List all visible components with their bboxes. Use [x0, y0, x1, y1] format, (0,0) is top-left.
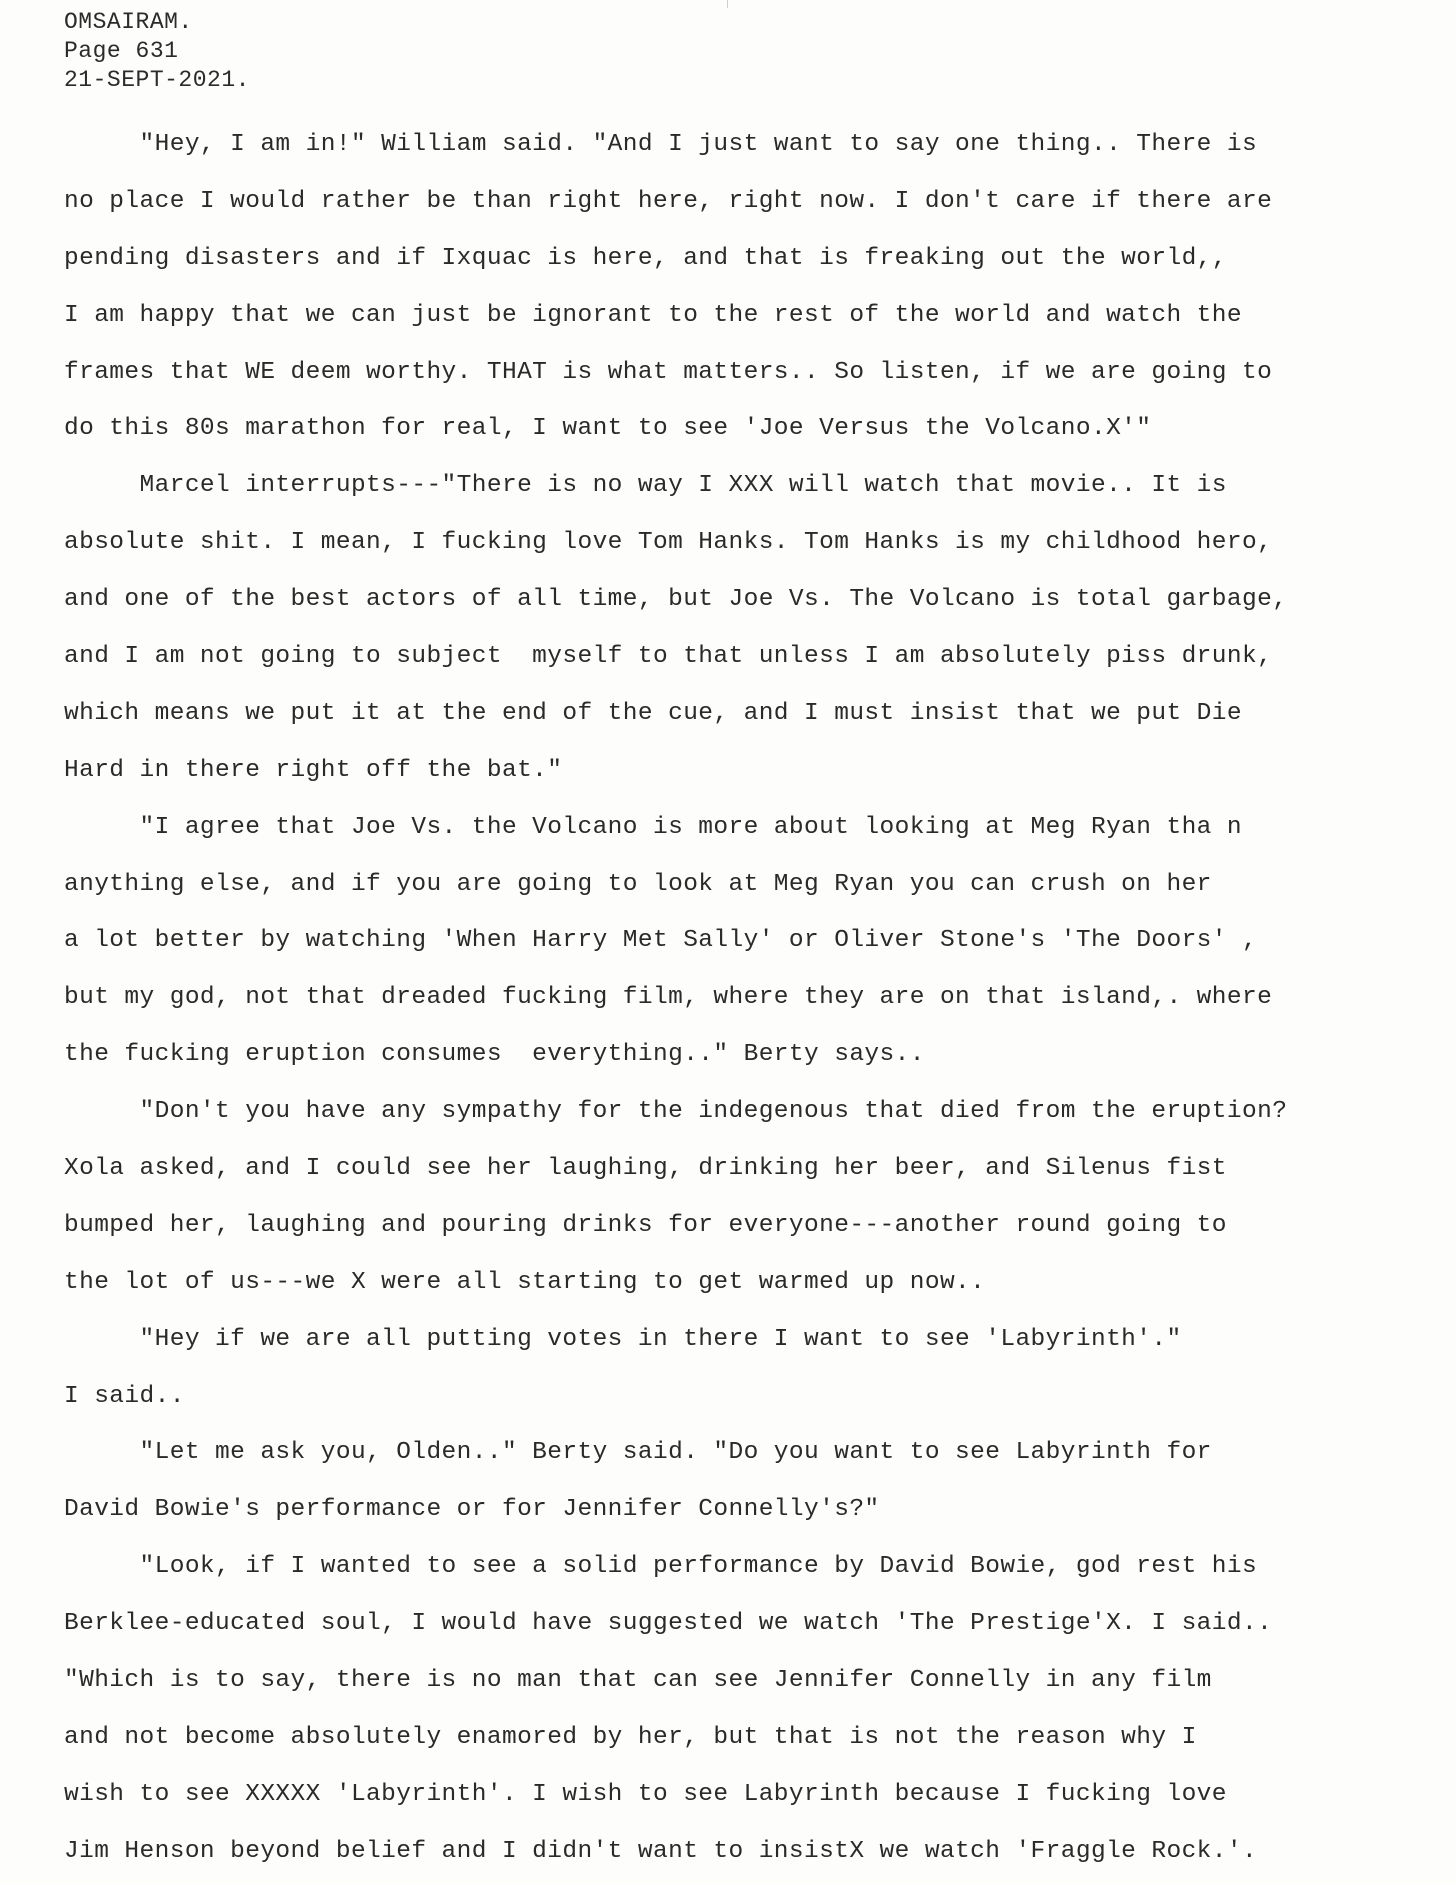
- text-line: "Let me ask you, Olden.." Berty said. "Do you want to see Labyrinth for: [64, 1439, 1212, 1467]
- text-line: "Which is to say, there is no man that can see Jennifer Connelly in any film: [64, 1667, 1212, 1695]
- text-line: no place I would rather be than right here, right now. I don't care if there are: [64, 187, 1273, 215]
- page-header: [64, 8, 250, 95]
- header-title: OMSAIRAM.: [64, 9, 193, 35]
- manuscript-body: [64, 117, 1444, 1881]
- text-line: pending disasters and if Ixquac is here, and that is freaking out the world,,: [64, 244, 1227, 272]
- text-line: Xola asked, and I could see her laughing, drinking her beer, and Silenus fist: [64, 1155, 1227, 1183]
- text-line: "Hey if we are all putting votes in there I want to see 'Labyrinth'.": [64, 1325, 1182, 1353]
- header-page-number: Page 631: [64, 38, 179, 64]
- text-line: "Look, if I wanted to see a solid performance by David Bowie, god rest his: [64, 1553, 1258, 1581]
- text-line: wish to see XXXXX 'Labyrinth'. I wish to see Labyrinth because I fucking love: [64, 1780, 1227, 1808]
- text-line: Marcel interrupts---"There is no way I XXX will watch that movie.. It is: [64, 472, 1227, 500]
- text-line: "Don't you have any sympathy for the indegenous that died from the eruption?: [64, 1098, 1288, 1126]
- text-line: "I agree that Joe Vs. the Volcano is more about looking at Meg Ryan tha n: [64, 813, 1242, 841]
- text-line: the fucking eruption consumes everything.." Berty says..: [64, 1041, 925, 1069]
- text-line: Jim Henson beyond belief and I didn't want to insistX we watch 'Fraggle Rock.'.: [64, 1837, 1258, 1865]
- header-date: 21-SEPT-2021.: [64, 67, 250, 93]
- text-line: Berklee-educated soul, I would have suggested we watch 'The Prestige'X. I said..: [64, 1610, 1273, 1638]
- text-line: which means we put it at the end of the cue, and I must insist that we put Die: [64, 699, 1242, 727]
- text-line: and one of the best actors of all time, but Joe Vs. The Volcano is total garbage,: [64, 586, 1288, 614]
- page-fold-mark: [727, 0, 728, 8]
- text-line: I am happy that we can just be ignorant to the rest of the world and watch the: [64, 301, 1242, 329]
- text-line: the lot of us---we X were all starting to get warmed up now..: [64, 1268, 986, 1296]
- text-line: but my god, not that dreaded fucking film, where they are on that island,. where: [64, 984, 1273, 1012]
- text-line: frames that WE deem worthy. THAT is what matters.. So listen, if we are going to: [64, 358, 1273, 386]
- text-line: bumped her, laughing and pouring drinks for everyone---another round going to: [64, 1211, 1227, 1239]
- text-line: a lot better by watching 'When Harry Met Sally' or Oliver Stone's 'The Doors' ,: [64, 927, 1258, 955]
- text-line: I said..: [64, 1382, 185, 1410]
- text-line: David Bowie's performance or for Jennifer Connelly's?": [64, 1496, 880, 1524]
- text-line: absolute shit. I mean, I fucking love Tom Hanks. Tom Hanks is my childhood hero,: [64, 529, 1273, 557]
- text-line: "Hey, I am in!" William said. "And I just want to say one thing.. There is: [64, 131, 1258, 158]
- text-line: and not become absolutely enamored by her, but that is not the reason why I: [64, 1723, 1197, 1751]
- text-line: and I am not going to subject myself to that unless I am absolutely piss drunk,: [64, 643, 1273, 671]
- text-line: Hard in there right off the bat.": [64, 756, 563, 784]
- text-line: do this 80s marathon for real, I want to see 'Joe Versus the Volcano.X'": [64, 415, 1152, 443]
- text-line: anything else, and if you are going to look at Meg Ryan you can crush on her: [64, 870, 1212, 898]
